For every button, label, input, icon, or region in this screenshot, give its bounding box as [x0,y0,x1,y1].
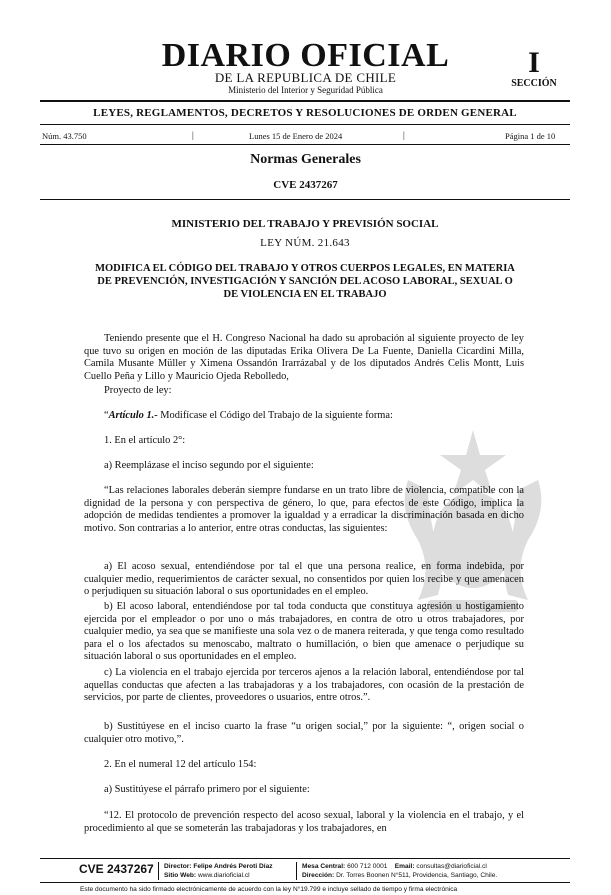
item-1a: a) Reemplázase el inciso segundo por el siguiente: [104,460,314,471]
footer-director-block [164,862,273,880]
intro-paragraph: Teniendo presente que el H. Congreso Nacional ha dado su aprobación al siguiente proyecto de ley que tuvo su origen en moción de las diputadas Erika Olivera De La Fuente, Daniella Cicardini Milla, Camila Musante Müller y Ximena Ossandón Irarrázabal y de los diputados Andrés Celis Montt, Luis Cuello Peña y Lillo y Mauricio Ojeda Rebolledo, [84,333,524,382]
category-banner: LEYES, REGLAMENTOS, DECRETOS Y RESOLUCIONES DE ORDEN GENERAL [93,107,517,119]
page-indicator: Página 1 de 10 [505,131,556,141]
article-text: Modifícase el Código del Trabajo de la siguiente forma: [157,410,393,421]
footer-email-link[interactable]: consultas@diarioficial.cl [416,863,487,870]
open-quote: “ [104,410,109,421]
footer-separator [296,862,297,880]
footer-bottom-divider [40,882,570,883]
issue-date: Lunes 15 de Enero de 2024 [249,131,343,141]
article-label: Artículo 1.- [108,410,158,421]
masthead-subtitle: DE LA REPUBLICA DE CHILE [214,70,397,85]
footer-contact-block [302,862,497,880]
banner-divider [40,124,570,125]
item-1b: b) Sustitúyese en el inciso cuarto la frase “u origen social,” por la siguiente: “, origen social o cualquier otro motivo,”. [84,721,524,745]
footer-email-label: Email: [394,863,415,870]
footer-director-label: Director: [164,863,192,870]
quote-main: “Las relaciones laborales deberán siempre fundarse en un trato libre de violencia, compatible con la dignidad de la persona y con perspectiva de género, lo que, para efectos de este Código, implica la adopción de medidas tendientes a promover la igualdad y a erradicar la discriminación basada en dicho motivo. Son contrarias a lo anterior, entre otras conductas, las siguientes: [84,485,524,534]
footer-address-label: Dirección: [302,872,335,879]
footer-phone: 600 712 0001 [347,863,388,870]
section-heading: Normas Generales [250,152,361,167]
proyecto-label: Proyecto de ley: [104,385,172,396]
cve-code: CVE 2437267 [273,179,338,191]
footer-web-link[interactable]: www.diarioficial.cl [197,872,250,879]
definition-b: b) El acoso laboral, entendiéndose por tal toda conducta que constituya agresión u hostigamiento ejercida por el empleador o por uno o más trabajadores, en contra de otro u otros trabajadores, por cualquier medio, ya sea que se manifieste una sola vez o de manera reiterada, y que tenga como resultado para el o los afectados su menoscabo, maltrato o humillación, o bien que amenace o perjudique su situación laboral o sus oportunidades en el empleo. [84,601,524,662]
masthead-divider-top [40,100,570,102]
quote-12: “12. El protocolo de prevención respecto del acoso sexual, laboral y la violencia en el trabajo, y el procedimiento al que se someterán las trabajadoras y los trabajadores, en [84,810,524,834]
cve-divider [40,199,570,200]
footer-signature-note: Este documento ha sido firmado electrónicamente de acuerdo con la ley N°19.799 e incluye sellado de tiempo y firma electrónica [80,886,458,893]
footer-web-label: Sitio Web: [164,872,197,879]
issue-number: Núm. 43.750 [42,131,87,141]
definition-c: c) La violencia en el trabajo ejercida por terceros ajenos a la relación laboral, entendiéndose por tal aquellas conductas que afecten a las trabajadoras y a los trabajadores, con ocasión de la prestación de servicios, por parte de clientes, proveedores o usuarios, entre otros.”. [84,667,524,703]
footer-cve: CVE 2437267 [79,862,154,876]
ministry-heading: MINISTERIO DEL TRABAJO Y PREVISIÓN SOCIAL [171,218,439,230]
section-number: I [528,46,540,79]
article-1-heading [84,410,524,423]
footer-address: Dr. Torres Boonen N°511, Providencia, Santiago, Chile. [336,872,498,879]
footer-director: Felipe Andrés Peroti Díaz [193,863,273,870]
section-label-text: SECCIÓN [511,78,557,89]
footer-mesa-label: Mesa Central: [302,863,346,870]
definition-a: a) El acoso sexual, entendiéndose por tal el que una persona realice, en forma indebida, por cualquier medio, requerimientos de carácter sexual, no consentidos por quien los recibe y que amenacen o perjudiquen su situación laboral o sus oportunidades en el empleo. [84,561,524,597]
item-1: 1. En el artículo 2°: [104,435,186,446]
meta-separator: | [403,130,405,140]
footer-divider [40,858,570,859]
masthead-title: DIARIO OFICIAL [161,37,450,74]
footer-separator [158,862,159,880]
law-title: MODIFICA EL CÓDIGO DEL TRABAJO Y OTROS CUERPOS LEGALES, EN MATERIA DE PREVENCIÓN, INVESTIGACIÓN Y SANCIÓN DEL ACOSO LABORAL, SEXUAL O DE VIOLENCIA EN EL TRABAJO [95,263,515,300]
law-number: LEY NÚM. 21.643 [260,237,350,249]
masthead-ministry: Ministerio del Interior y Seguridad Pública [228,85,383,95]
item-2: 2. En el numeral 12 del artículo 154: [104,759,257,770]
meta-separator: | [192,130,194,140]
item-2a: a) Sustitúyese el párrafo primero por el siguiente: [104,784,310,795]
meta-divider [40,144,570,145]
